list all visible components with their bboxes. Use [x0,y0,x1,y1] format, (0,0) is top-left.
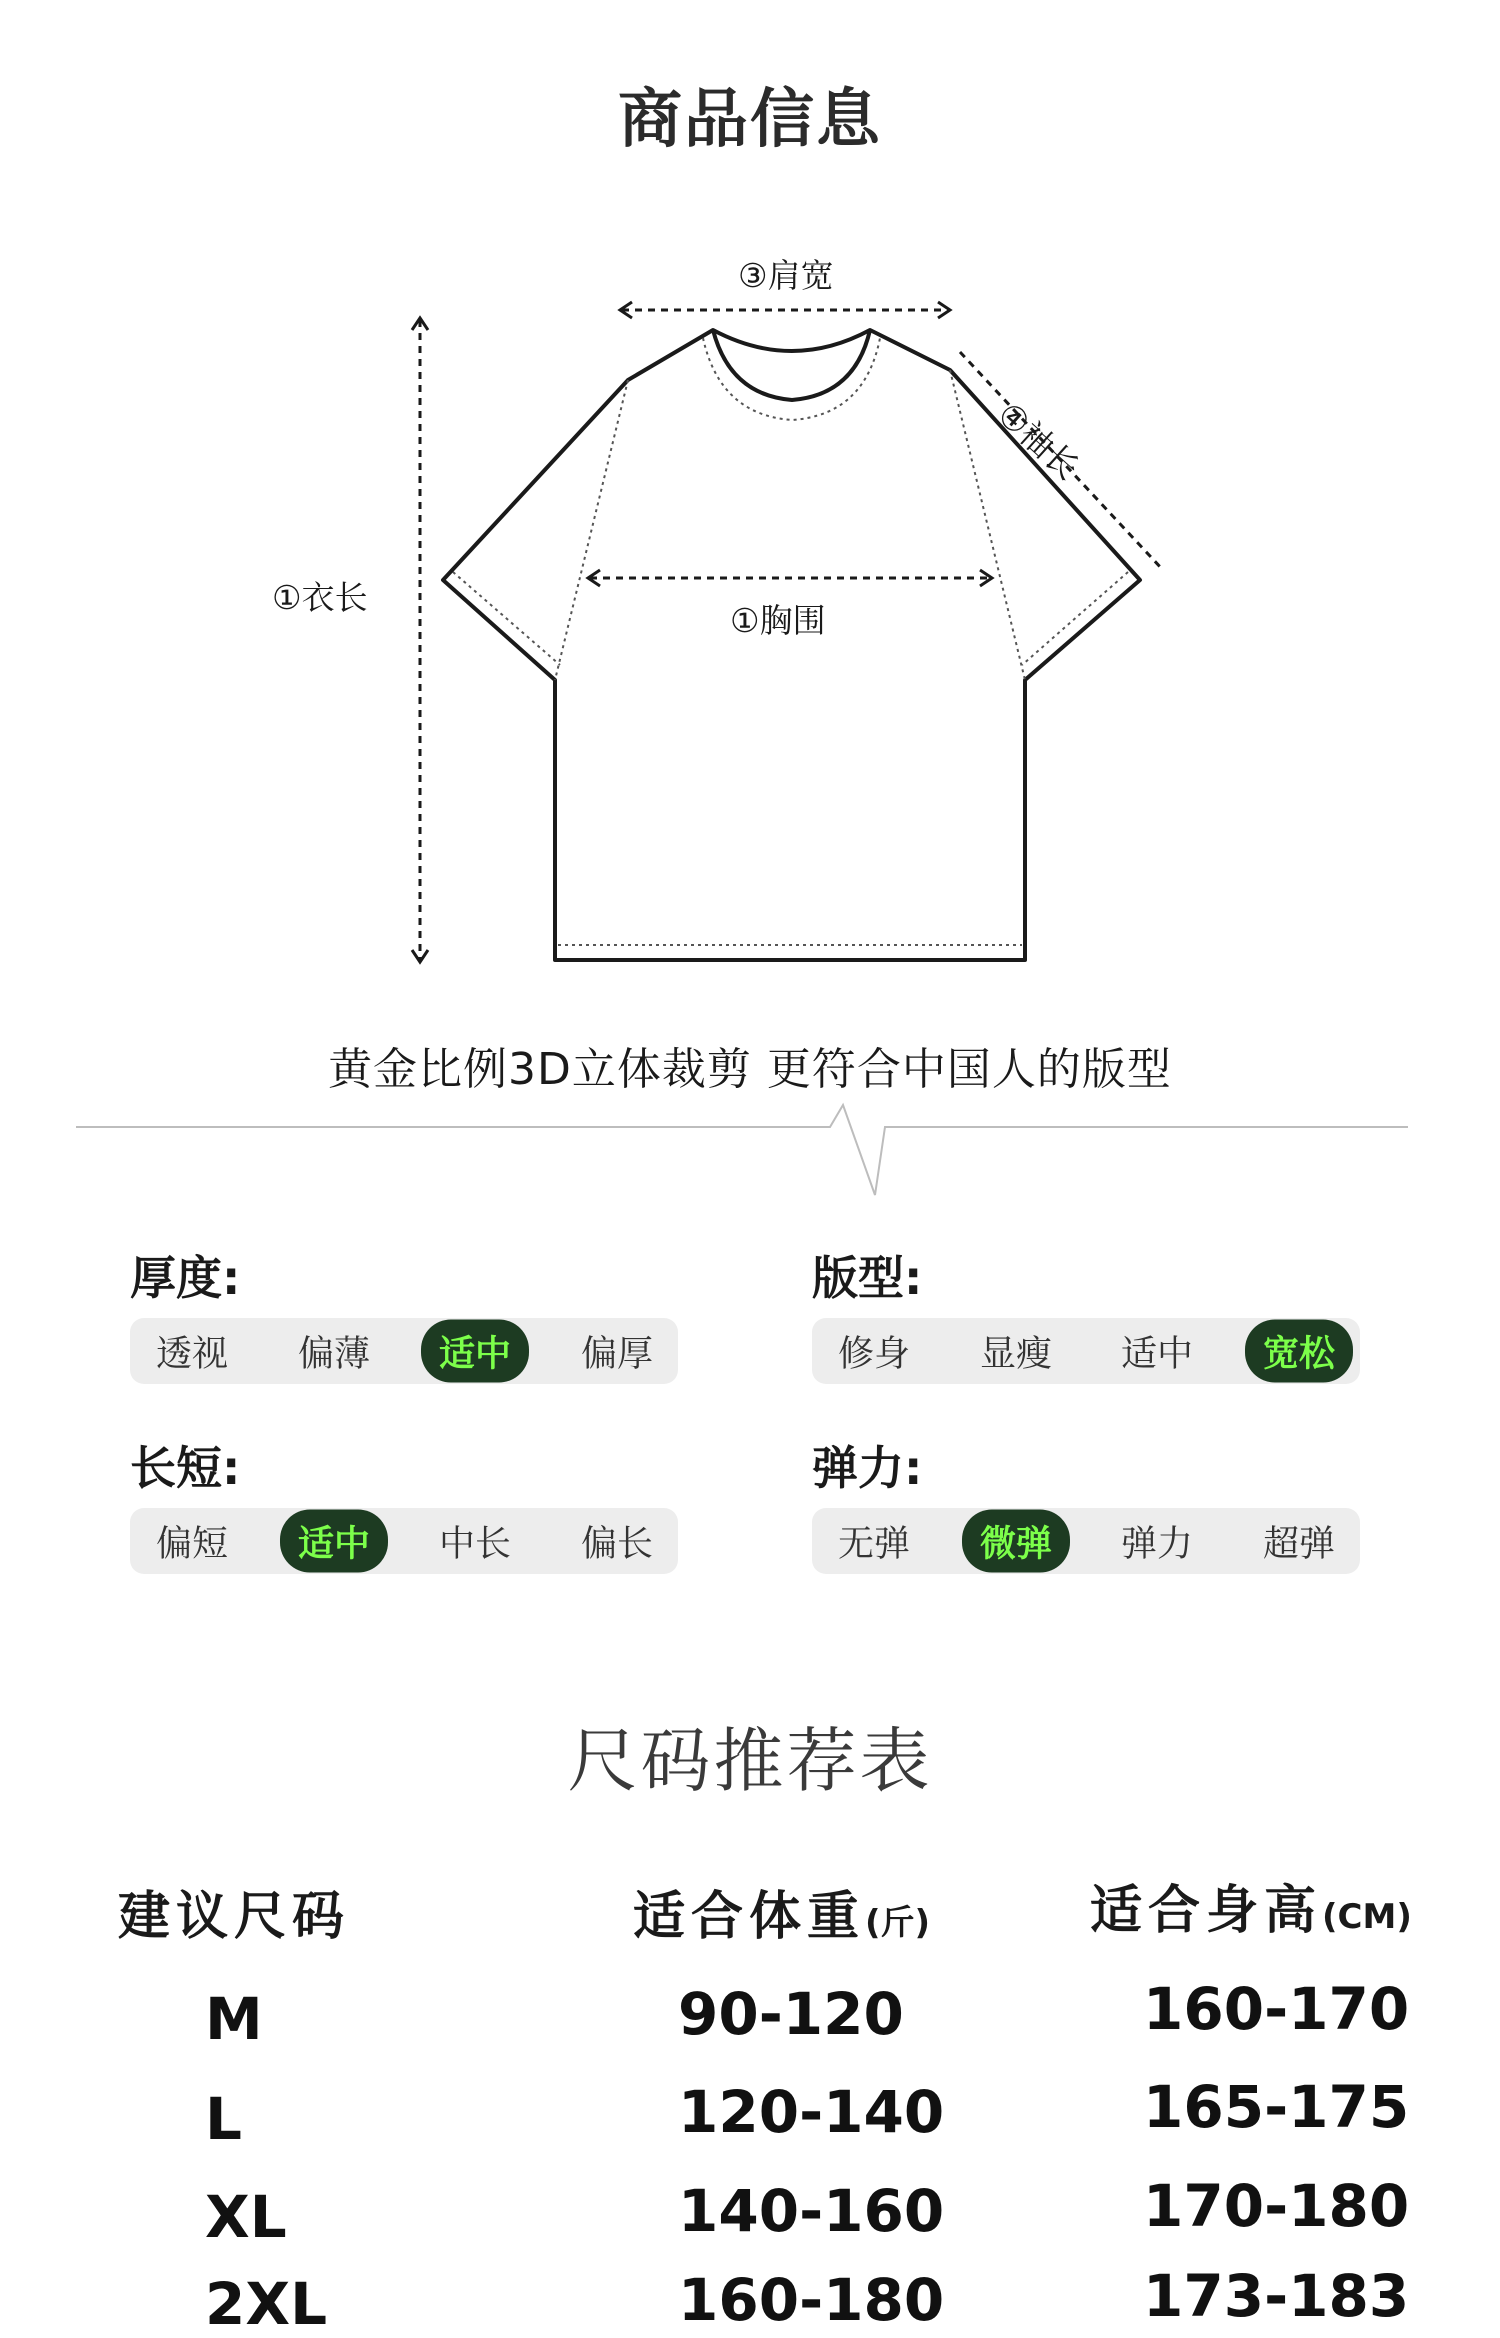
weight-cell: 140-160 [678,2177,945,2245]
attribute-label: 厚度: [130,1251,241,1305]
option-short: 偏短 [155,1523,229,1565]
page-title: 商品信息 [618,83,882,157]
tagline: 黄金比例3D立体裁剪 更符合中国人的版型 [328,1044,1172,1095]
size-cell: 2XL [205,2270,328,2338]
left-sleeve-seam [555,380,628,680]
chest-label: ①胸围 [730,601,826,640]
option-see-through: 透视 [155,1333,229,1375]
sleeve-length-label: ④袖长 [989,394,1088,488]
left-cuff-stitch [453,572,560,665]
header-height: 适合身高(CM) [1090,1881,1412,1941]
option-medium-selected: 适中 [280,1510,388,1573]
height-cell: 170-180 [1143,2172,1410,2240]
height-cell: 165-175 [1143,2073,1410,2141]
option-thin: 偏薄 [297,1333,371,1375]
weight-cell: 120-140 [678,2078,945,2146]
tshirt-diagram [0,0,1500,1000]
option-loose-selected: 宽松 [1245,1320,1353,1383]
option-medium-selected: 适中 [421,1320,529,1383]
option-slight-stretch-selected: 微弹 [962,1510,1070,1573]
attribute-option-bar [130,1508,678,1574]
size-cell: M [205,1985,263,2053]
option-thick: 偏厚 [580,1333,654,1375]
attribute-option-bar [130,1318,678,1384]
size-cell: XL [205,2183,287,2251]
right-cuff-stitch [1022,572,1128,665]
option-long: 偏长 [580,1523,654,1565]
attribute-label: 弹力: [812,1441,923,1495]
option-regular: 适中 [1120,1333,1194,1375]
body-length-label: ①衣长 [272,578,368,617]
option-mid-long: 中长 [438,1523,512,1565]
attribute-option-bar [812,1318,1360,1384]
option-no-stretch: 无弹 [837,1523,911,1565]
height-cell: 160-170 [1143,1975,1410,2043]
attribute-label: 版型: [812,1251,923,1305]
attribute-option-bar [812,1508,1360,1574]
option-super-stretch: 超弹 [1262,1523,1336,1565]
attribute-label: 长短: [130,1441,241,1495]
option-stretch: 弹力 [1120,1523,1194,1565]
weight-cell: 160-180 [678,2266,945,2334]
header-weight: 适合体重(斤) [633,1887,931,1947]
option-slim: 修身 [837,1333,911,1375]
option-slimming: 显瘦 [979,1333,1053,1375]
header-size: 建议尺码 [118,1887,351,1947]
section-divider [0,1100,1500,1210]
shoulder-width-label: ③肩宽 [738,256,834,295]
size-cell: L [205,2085,242,2153]
height-cell: 173-183 [1143,2262,1410,2330]
size-table-title: 尺码推荐表 [567,1720,933,1802]
weight-cell: 90-120 [678,1980,904,2048]
